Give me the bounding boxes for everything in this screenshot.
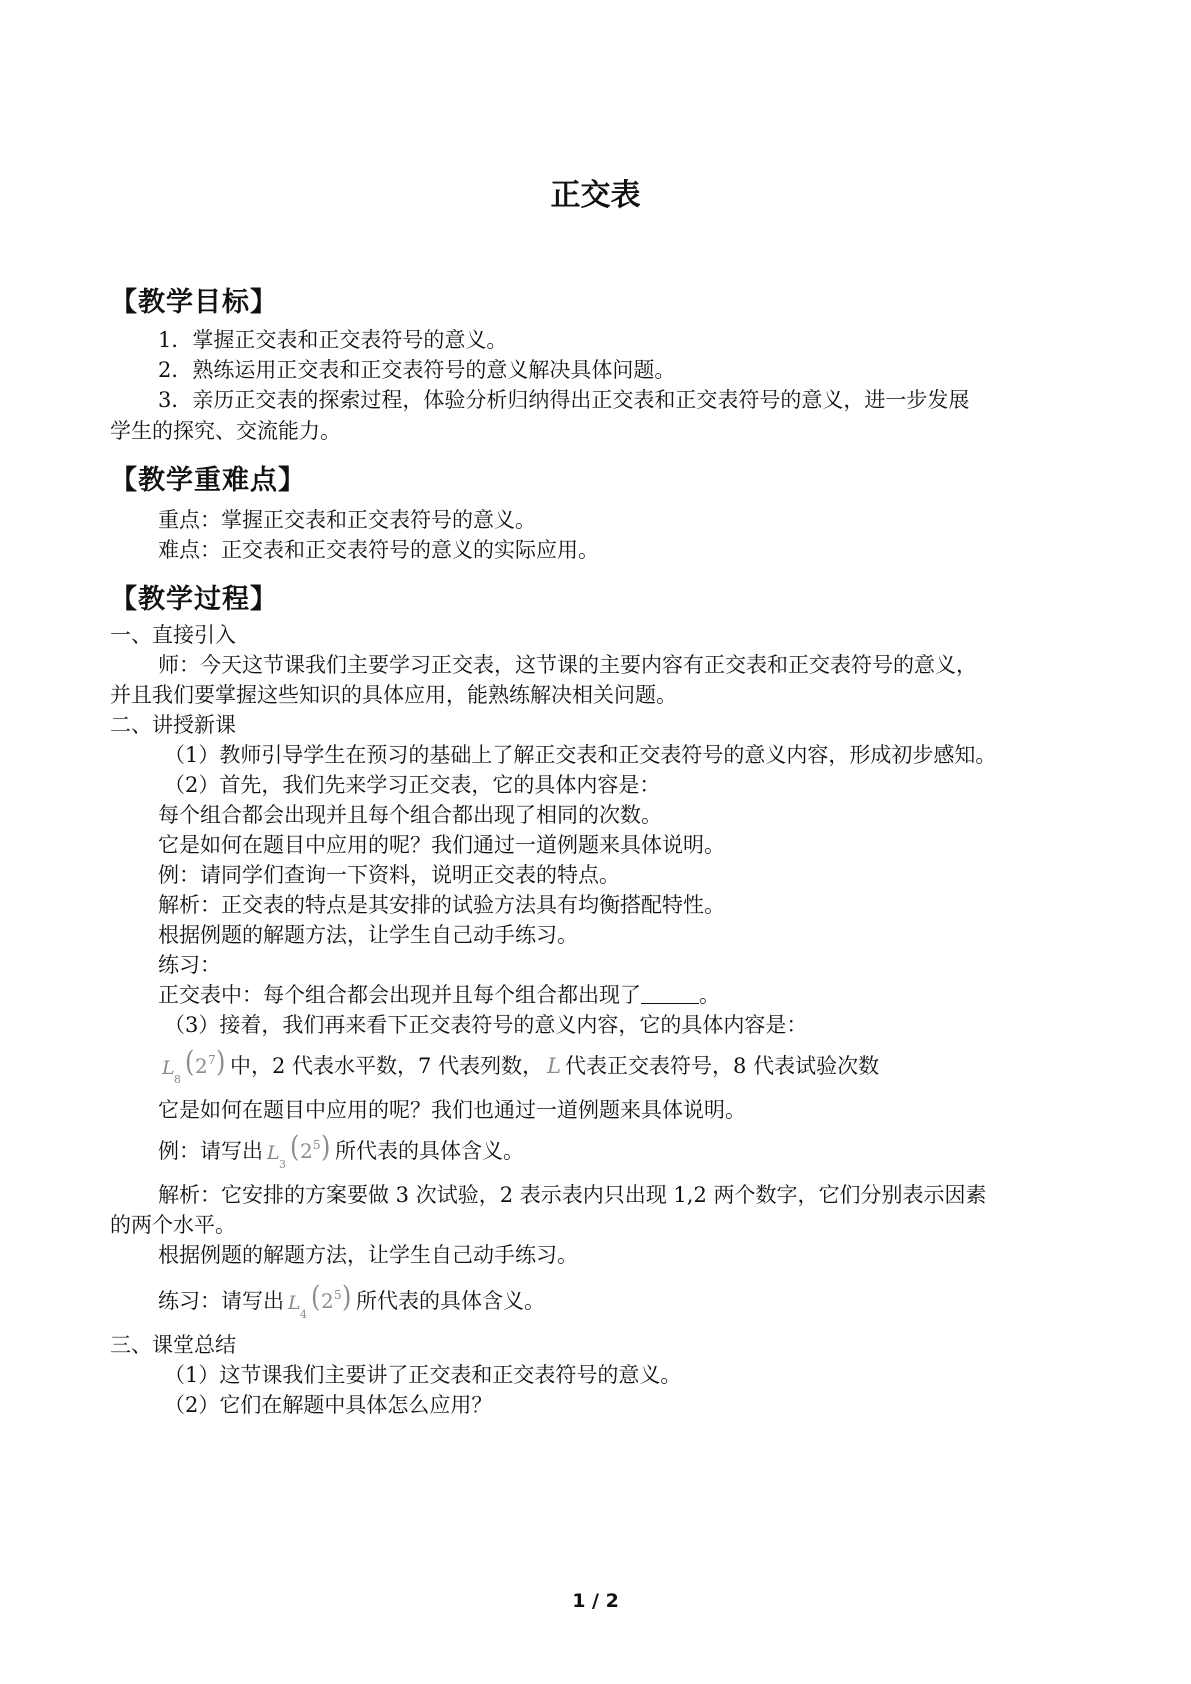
- part1-line-1: 师：今天这节课我们主要学习正交表，这节课的主要内容有正交表和正交表符号的意义，: [158, 653, 977, 677]
- part2-example-2: 例：请写出 L 3 ( 2 5 ) 所代表的具体含义。: [158, 1130, 524, 1171]
- goal-item-3-cont: 学生的探究、交流能力。: [110, 419, 341, 443]
- practice-end: 。: [699, 983, 720, 1007]
- part2-item-1: （1）教师引导学生在预习的基础上了解正交表和正交表符号的意义内容，形成初步感知。: [164, 743, 997, 767]
- part2-item-2: （2）首先，我们先来学习正交表，它的具体内容是：: [164, 773, 661, 797]
- page-number: 1 / 2: [572, 1590, 619, 1612]
- symbol-meaning-b: 代表正交表符号，8 代表试验次数: [565, 1054, 880, 1078]
- part3-item-2: （2）它们在解题中具体怎么应用？: [164, 1393, 493, 1417]
- part2-line-16: 根据例题的解题方法，让学生自己动手练习。: [158, 1243, 578, 1267]
- part1-title: 一、直接引入: [110, 623, 236, 647]
- key-point: 重点：掌握正交表和正交表符号的意义。: [158, 508, 536, 532]
- page-title: 正交表: [550, 178, 641, 213]
- part3-item-1: （1）这节课我们主要讲了正交表和正交表符号的意义。: [164, 1363, 682, 1387]
- orthogonal-symbol-l3-2-5: L 3 ( 2 5 ): [267, 1130, 331, 1171]
- part2-example-1: 例：请同学们查询一下资料，说明正交表的特点。: [158, 863, 620, 887]
- part2-analysis-2: 解析：它安排的方案要做 3 次试验，2 表示表内只出现 1,2 两个数字，它们分别表示因素: [158, 1183, 987, 1207]
- part2-practice-2: 练习：请写出 L 4 ( 2 5 ) 所代表的具体含义。: [158, 1280, 545, 1321]
- orthogonal-symbol-l4-2-5: L 4 ( 2 5 ): [288, 1280, 352, 1321]
- practice-text: 正交表中：每个组合都会出现并且每个组合都出现了: [158, 983, 641, 1007]
- fill-blank: [641, 983, 699, 1004]
- part2-line-7: 根据例题的解题方法，让学生自己动手练习。: [158, 923, 578, 947]
- orthogonal-symbol-l8-2-7: L 8 ( 2 7 ): [162, 1045, 226, 1086]
- section-heading-process: 【教学过程】: [110, 584, 278, 615]
- section-heading-goals: 【教学目标】: [110, 287, 278, 318]
- part2-line-12: 它是如何在题目中应用的呢？我们也通过一道例题来具体说明。: [158, 1098, 746, 1122]
- part2-practice-fill: [158, 980, 720, 1010]
- part2-line-4: 它是如何在题目中应用的呢？我们通过一道例题来具体说明。: [158, 833, 725, 857]
- part2-item-3: （3）接着，我们再来看下正交表符号的意义内容，它的具体内容是：: [164, 1013, 808, 1037]
- goal-item-3: 3．亲历正交表的探索过程，体验分析归纳得出正交表和正交表符号的意义，进一步发展: [158, 388, 970, 412]
- part3-title: 三、课堂总结: [110, 1333, 236, 1357]
- symbol-meaning-a: 中，2 代表水平数，7 代表列数，: [230, 1054, 544, 1078]
- part2-analysis-1: 解析：正交表的特点是其安排的试验方法具有均衡搭配特性。: [158, 893, 725, 917]
- difficult-point: 难点：正交表和正交表符号的意义的实际应用。: [158, 538, 599, 562]
- goal-item-1: 1．掌握正交表和正交表符号的意义。: [158, 328, 508, 352]
- part2-practice-label: 练习：: [158, 953, 221, 977]
- symbol-l-letter: L: [547, 1054, 562, 1078]
- section-heading-key-points: 【教学重难点】: [110, 465, 306, 496]
- goal-item-2: 2．熟练运用正交表和正交表符号的意义解决具体问题。: [158, 358, 676, 382]
- part1-line-2: 并且我们要掌握这些知识的具体应用，能熟练解决相关问题。: [110, 683, 677, 707]
- part2-title: 二、讲授新课: [110, 713, 236, 737]
- part2-line-3: 每个组合都会出现并且每个组合都出现了相同的次数。: [158, 803, 662, 827]
- part2-analysis-2-cont: 的两个水平。: [110, 1213, 236, 1237]
- symbol-explanation-line: [158, 1045, 880, 1086]
